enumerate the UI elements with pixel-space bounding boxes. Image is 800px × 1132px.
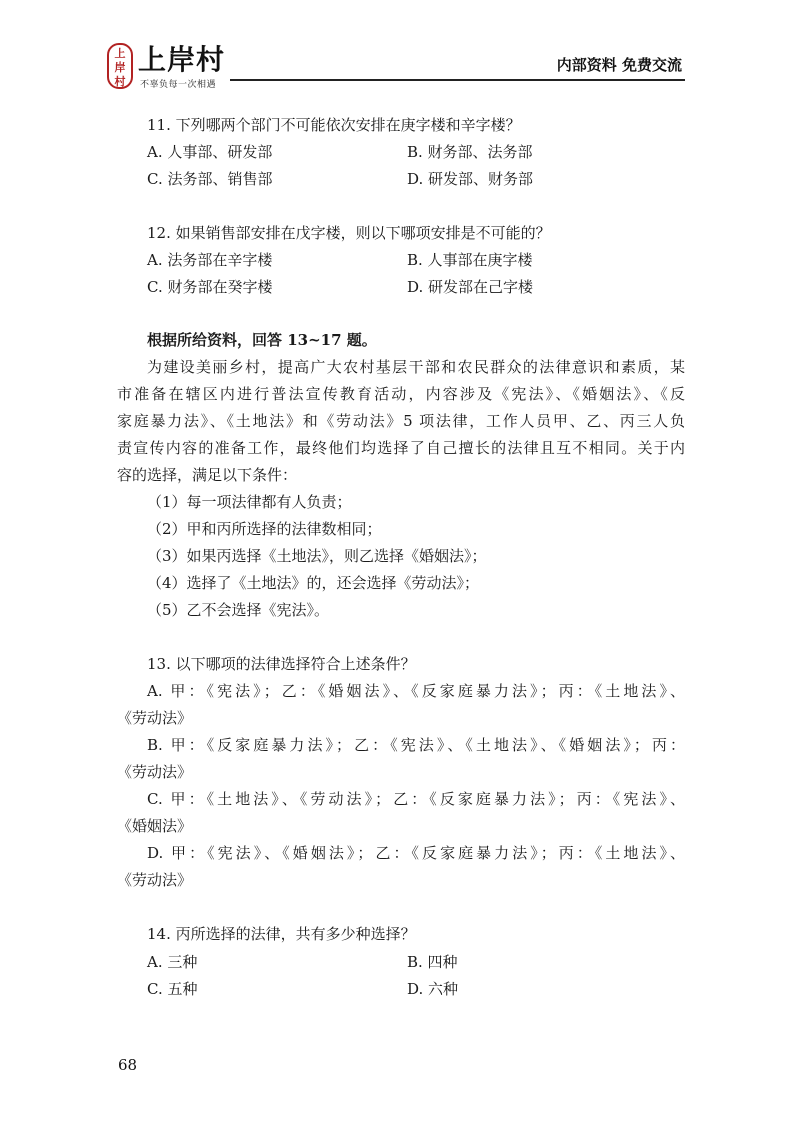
question-13-option-b-line1: B. 甲：《反家庭暴力法》；乙：《宪法》、《土地法》、《婚姻法》；丙： <box>147 736 685 754</box>
question-14-option-b: B. 四种 <box>407 953 458 971</box>
question-11-stem: 11. 下列哪两个部门不可能依次安排在庚字楼和辛字楼？ <box>147 116 521 134</box>
question-13-option-a-line2: 《劳动法》 <box>117 709 193 727</box>
question-11-option-d: D. 研发部、财务部 <box>407 170 534 188</box>
question-13-option-b-line2: 《劳动法》 <box>117 763 193 781</box>
condition-3: （3）如果丙选择《土地法》，则乙选择《婚姻法》； <box>147 547 487 565</box>
question-12-stem: 12. 如果销售部安排在戊字楼，则以下哪项安排是不可能的？ <box>147 224 551 242</box>
condition-1: （1）每一项法律都有人负责； <box>147 493 352 511</box>
question-11-option-c: C. 法务部、销售部 <box>147 170 273 188</box>
page-number: 68 <box>118 1056 138 1074</box>
logo-seal-char-3: 村 <box>114 75 126 88</box>
question-11-option-a: A. 人事部、研发部 <box>147 143 273 161</box>
question-13-option-c-line2: 《婚姻法》 <box>117 817 193 835</box>
section-heading: 根据所给资料，回答 13~17 题。 <box>147 331 377 349</box>
brand-logo-seal <box>107 43 133 89</box>
question-14-option-c: C. 五种 <box>147 980 198 998</box>
question-13-option-d-line2: 《劳动法》 <box>117 871 193 889</box>
brand-slogan: 不辜负每一次相遇 <box>140 80 217 90</box>
question-14-option-a: A. 三种 <box>147 953 198 971</box>
logo-seal-char-1: 上 <box>114 47 126 60</box>
condition-5: （5）乙不会选择《宪法》。 <box>147 601 330 619</box>
header-label: 内部资料 免费交流 <box>556 56 682 74</box>
question-12-option-c: C. 财务部在癸字楼 <box>147 278 273 296</box>
passage-line-2: 市准备在辖区内进行普法宣传教育活动，内容涉及《宪法》、《婚姻法》、《反 <box>117 385 685 403</box>
condition-4: （4）选择了《土地法》的，还会选择《劳动法》； <box>147 574 480 592</box>
question-12-option-a: A. 法务部在辛字楼 <box>147 251 273 269</box>
question-11-option-b: B. 财务部、法务部 <box>407 143 533 161</box>
passage-line-4: 责宣传内容的准备工作，最终他们均选择了自己擅长的法律且互不相同。关于内 <box>117 439 685 457</box>
passage-line-1: 为建设美丽乡村，提高广大农村基层干部和农民群众的法律意识和素质，某 <box>147 358 685 376</box>
question-13-stem: 13. 以下哪项的法律选择符合上述条件？ <box>147 655 416 673</box>
question-13-option-d-line1: D. 甲：《宪法》、《婚姻法》；乙：《反家庭暴力法》；丙：《土地法》、 <box>147 844 685 862</box>
brand-name: 上岸村 <box>138 43 226 76</box>
question-12-option-b: B. 人事部在庚字楼 <box>407 251 533 269</box>
condition-2: （2）甲和丙所选择的法律数相同； <box>147 520 382 538</box>
logo-seal-char-2: 岸 <box>114 61 126 74</box>
passage-line-5: 容的选择，满足以下条件： <box>117 466 298 484</box>
question-14-option-d: D. 六种 <box>407 980 459 998</box>
passage-line-3: 家庭暴力法》、《土地法》和《劳动法》5 项法律，工作人员甲、乙、丙三人负 <box>117 412 685 430</box>
question-13-option-a-line1: A. 甲：《宪法》；乙：《婚姻法》、《反家庭暴力法》；丙：《土地法》、 <box>147 682 685 700</box>
question-12-option-d: D. 研发部在己字楼 <box>407 278 534 296</box>
question-14-stem: 14. 丙所选择的法律，共有多少种选择？ <box>147 925 416 943</box>
header-divider <box>230 79 685 81</box>
question-13-option-c-line1: C. 甲：《土地法》、《劳动法》；乙：《反家庭暴力法》；丙：《宪法》、 <box>147 790 685 808</box>
